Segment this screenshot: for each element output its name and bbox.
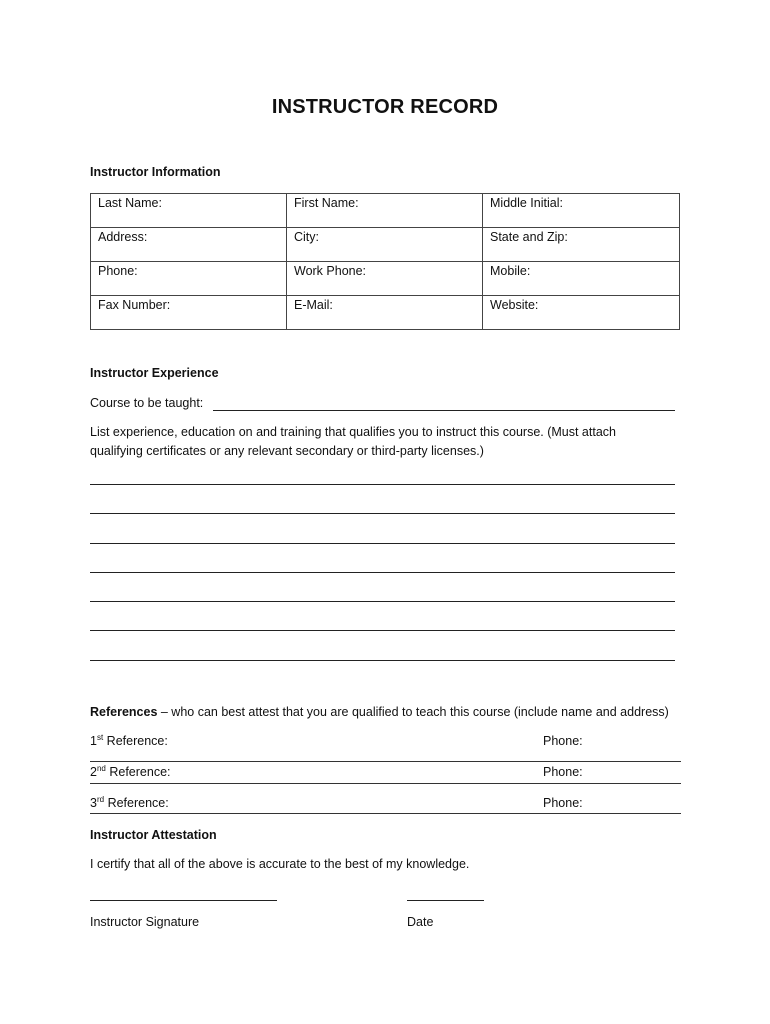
experience-blank-line[interactable] <box>90 543 675 544</box>
reference-2-line[interactable] <box>90 783 681 784</box>
reference-1-line[interactable] <box>90 761 681 762</box>
signature-line[interactable] <box>90 900 277 901</box>
reference-1-label <box>90 734 168 748</box>
state-zip-field[interactable]: State and Zip: <box>483 228 680 262</box>
work-phone-field[interactable]: Work Phone: <box>287 262 483 296</box>
table-row <box>91 194 680 228</box>
fax-number-field[interactable]: Fax Number: <box>91 296 287 330</box>
first-name-field[interactable]: First Name: <box>287 194 483 228</box>
instructor-information-heading: Instructor Information <box>90 165 221 179</box>
email-field[interactable]: E-Mail: <box>287 296 483 330</box>
references-heading: References <box>90 705 158 719</box>
table-row <box>91 296 680 330</box>
experience-blank-line[interactable] <box>90 484 675 485</box>
reference-label: Reference: <box>109 765 171 779</box>
instructions-line-1: List experience, education on and training that qualifies you to instruct this course. (Must attach <box>90 425 616 439</box>
website-field[interactable]: Website: <box>483 296 680 330</box>
reference-1-phone-label: Phone: <box>543 734 583 748</box>
reference-label: Reference: <box>106 734 168 748</box>
reference-2-label <box>90 765 171 779</box>
experience-blank-line[interactable] <box>90 630 675 631</box>
last-name-field[interactable]: Last Name: <box>91 194 287 228</box>
reference-2-phone-label: Phone: <box>543 765 583 779</box>
address-field[interactable]: Address: <box>91 228 287 262</box>
instructions-line-2: qualifying certificates or any relevant secondary or third-party licenses.) <box>90 444 484 458</box>
instructor-experience-heading: Instructor Experience <box>90 366 219 380</box>
phone-field[interactable]: Phone: <box>91 262 287 296</box>
course-label: Course to be taught: <box>90 396 204 410</box>
references-description: – who can best attest that you are qualified to teach this course (include name and address) <box>157 705 669 719</box>
experience-blank-line[interactable] <box>90 513 675 514</box>
table-row <box>91 262 680 296</box>
attestation-statement: I certify that all of the above is accurate to the best of my knowledge. <box>90 857 470 871</box>
experience-instructions <box>90 423 690 461</box>
experience-blank-line[interactable] <box>90 601 675 602</box>
experience-blank-line[interactable] <box>90 660 675 661</box>
experience-blank-line[interactable] <box>90 572 675 573</box>
reference-ordinal: st <box>96 732 104 742</box>
reference-number: 1 <box>90 734 97 748</box>
middle-initial-field[interactable]: Middle Initial: <box>483 194 680 228</box>
date-label: Date <box>407 915 434 929</box>
references-intro <box>90 705 690 719</box>
reference-ordinal: rd <box>96 794 105 804</box>
reference-3-phone-label: Phone: <box>543 796 583 810</box>
instructor-info-table <box>90 193 680 330</box>
city-field[interactable]: City: <box>287 228 483 262</box>
reference-number: 2 <box>90 765 97 779</box>
mobile-field[interactable]: Mobile: <box>483 262 680 296</box>
reference-label: Reference: <box>107 796 169 810</box>
page-title: INSTRUCTOR RECORD <box>271 96 499 118</box>
reference-3-line[interactable] <box>90 813 681 814</box>
date-line[interactable] <box>407 900 484 901</box>
table-row <box>91 228 680 262</box>
reference-number: 3 <box>90 796 97 810</box>
reference-ordinal: nd <box>96 763 106 773</box>
attestation-heading: Instructor Attestation <box>90 828 217 842</box>
reference-3-label <box>90 796 169 810</box>
signature-label: Instructor Signature <box>90 915 200 929</box>
course-input-line[interactable] <box>213 397 675 411</box>
